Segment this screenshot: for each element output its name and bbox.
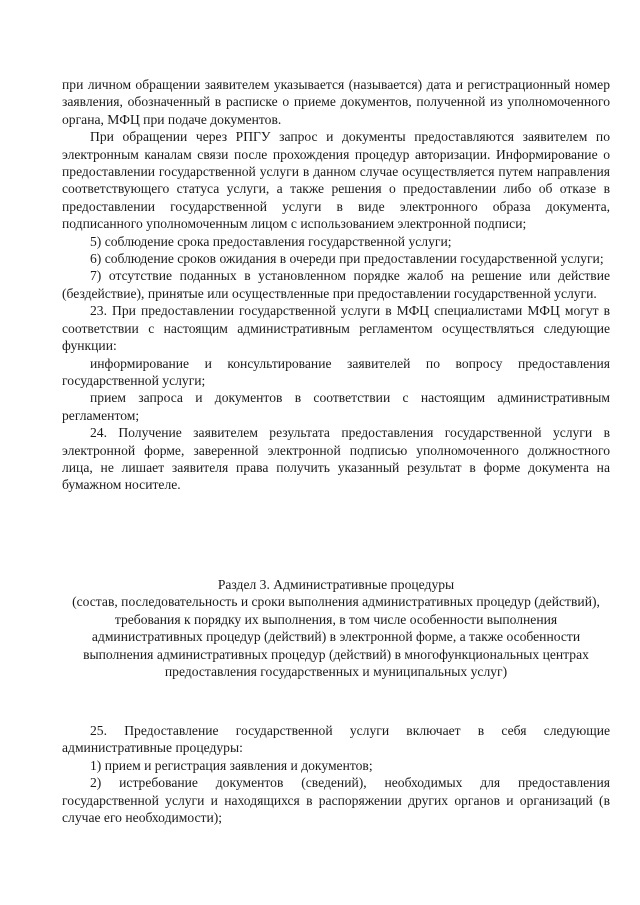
paragraph: При обращении через РПГУ запрос и документы предоставляются заявителем по электронным каналам связи после прохождения процедур авторизации. Информирование о предоставлении государственной услуги в данном случае осуществляется путем направления соответствующего статуса услуги, а также решения о предоставлении либо об отказе в предоставлении государственной услуги в виде электронного образа документа, подписанного уполномоченным лицом с использованием электронной подписи; — [62, 129, 610, 232]
paragraph: 1) прием и регистрация заявления и документов; — [90, 757, 373, 773]
paragraph: прием запроса и документов в соответствии с настоящим административным регламентом; — [62, 390, 610, 423]
paragraph: 24. Получение заявителем результата предоставления государственной услуги в электронной форме, заверенной электронной подписью уполномоченного должностного лица, не лишает заявителя права получить указанный результат в форме документа на бумажном носителе. — [62, 425, 610, 493]
paragraphs-top — [62, 76, 610, 494]
paragraph: 6) соблюдение сроков ожидания в очереди при предоставлении государственной услуги; — [90, 251, 604, 267]
paragraph: информирование и консультирование заявителей по вопросу предоставления государственной услуги; — [62, 355, 610, 388]
section-subtitle: (состав, последовательность и сроки выполнения административных процедур (действий), требования к порядку их выполнения, в том числе особенности выполнения административных процедур (действий) в электронной форме, а также особенности выполнения административных процедур (действий) в многофункциональных центрах предоставления государственных и муниципальных услуг) — [72, 594, 600, 680]
paragraphs-bottom — [62, 722, 610, 826]
section-title: Раздел 3. Административные процедуры — [217, 577, 455, 592]
section-heading — [62, 576, 610, 680]
paragraph: 23. При предоставлении государственной услуги в МФЦ специалистами МФЦ могут в соответствии с настоящим административным регламентом осуществляться следующие функции: — [62, 303, 610, 354]
paragraph: 2) истребование документов (сведений), необходимых для предоставления государственной услуги и находящихся в распоряжении других органов и организаций (в случае его необходимости); — [62, 775, 610, 826]
paragraph: 25. Предоставление государственной услуги включает в себя следующие административные процедуры: — [62, 723, 610, 756]
paragraph: 7) отсутствие поданных в установленном порядке жалоб на решение или действие (бездействие), принятые или осуществленные при предоставлении государственной услуги. — [62, 268, 610, 301]
paragraph: 5) соблюдение срока предоставления государственной услуги; — [90, 233, 452, 249]
paragraph: при личном обращении заявителем указывается (называется) дата и регистрационный номер заявления, обозначенный в расписке о приеме документов, полученной из уполномоченного органа, МФЦ при подаче документов. — [62, 77, 610, 127]
